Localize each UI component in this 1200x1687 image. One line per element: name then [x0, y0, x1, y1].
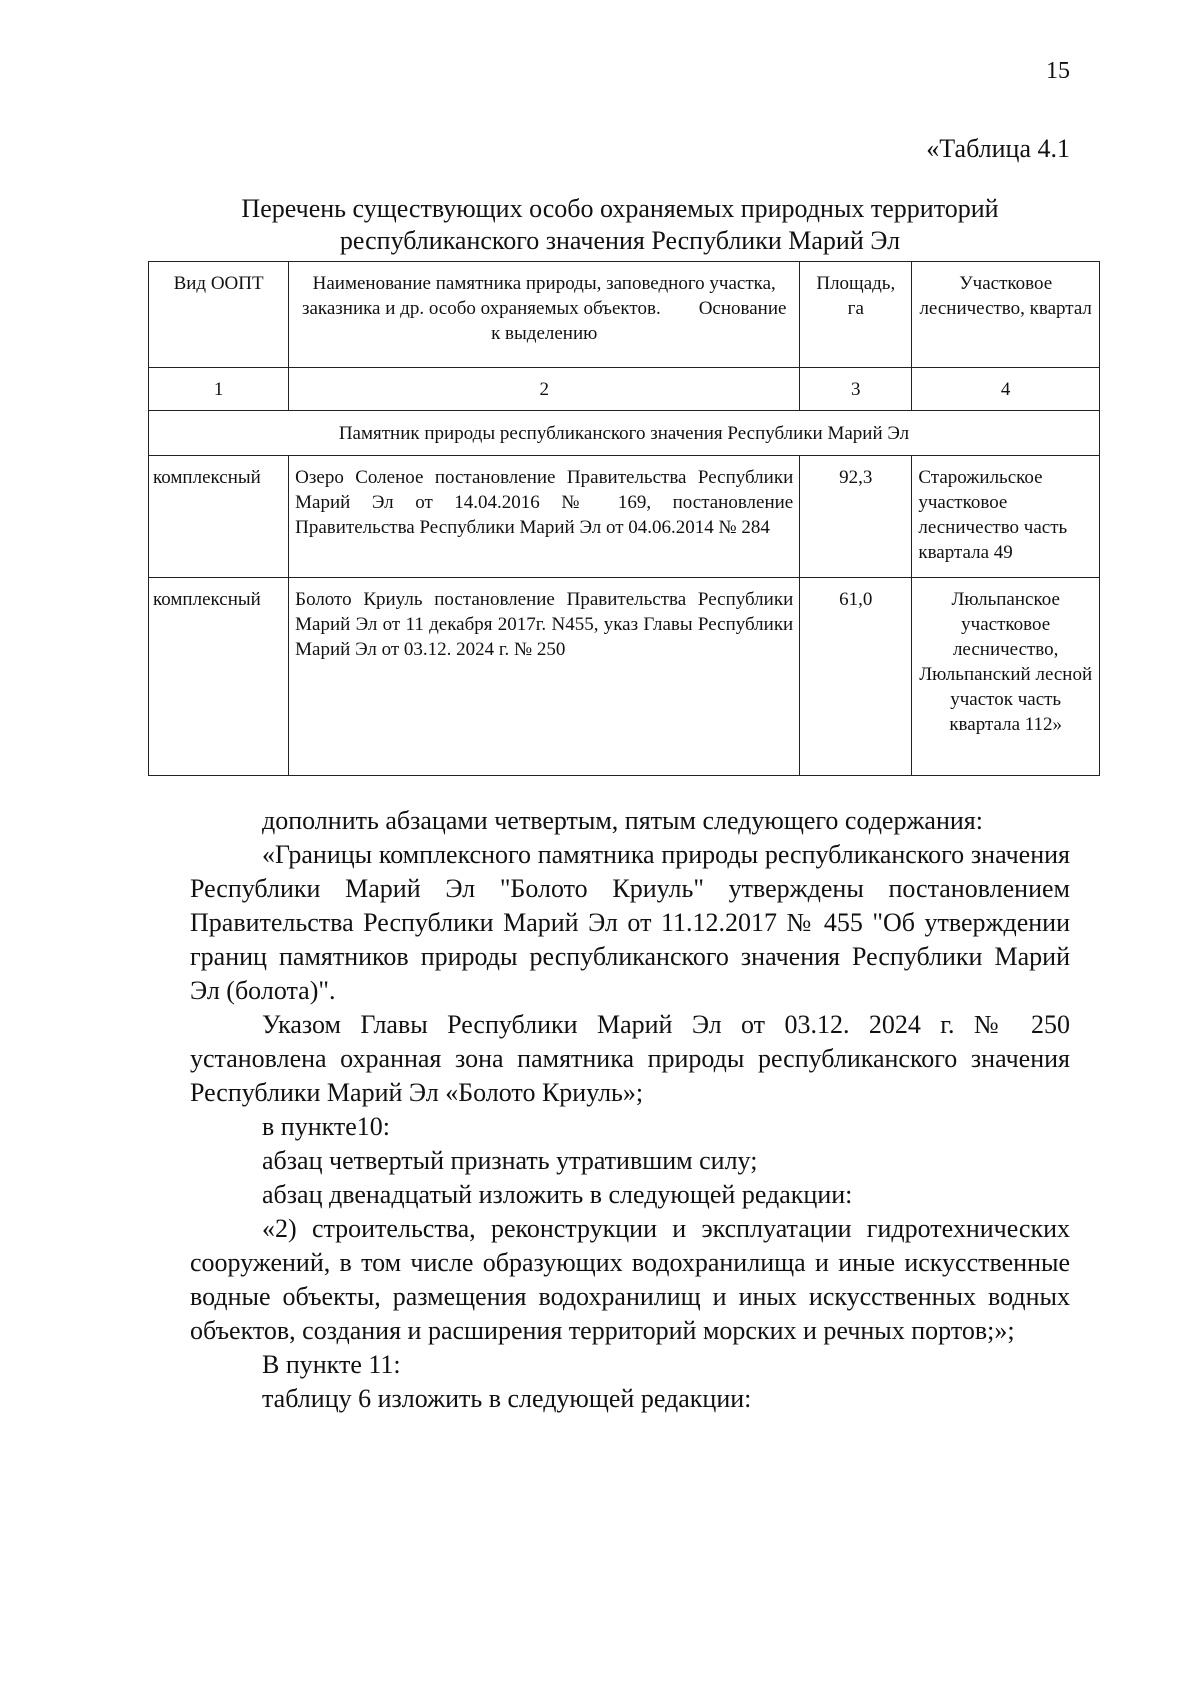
section-heading: Памятник природы республиканского значения Республики Марий Эл — [149, 411, 1100, 456]
header-type: Вид ООПТ — [149, 262, 289, 368]
column-number: 1 — [149, 368, 289, 411]
section-row — [149, 411, 1100, 456]
protected-areas-table — [148, 261, 1100, 776]
table-row — [149, 578, 1100, 776]
column-numbers-row — [149, 368, 1100, 411]
table-label: «Таблица 4.1 — [926, 134, 1070, 163]
row-forestry: Старожильское участковое лесничество часть квартала 49 — [912, 456, 1100, 578]
row-type: комплексный — [149, 456, 289, 578]
row-area: 92,3 — [800, 456, 912, 578]
column-number: 2 — [289, 368, 800, 411]
row-area: 61,0 — [800, 578, 912, 776]
column-number: 4 — [912, 368, 1100, 411]
table-row — [149, 456, 1100, 578]
paragraph: дополнить абзацами четвертым, пятым следующего содержания: — [262, 806, 983, 835]
paragraph: в пункте10: — [262, 1112, 391, 1141]
paragraph: абзац двенадцатый изложить в следующей редакции: — [262, 1180, 853, 1209]
paragraph: «2) строительства, реконструкции и эксплуатации гидротехнических сооружений, в том числе образующих водохранилища и иные искусственные водные объекты, размещения водохранилищ и иных искусственных водных объектов, создания и расширения территорий морских и речных портов;»; — [190, 1214, 1070, 1345]
paragraph: Указом Главы Республики Марий Эл от 03.12. 2024 г. № 250 установлена охранная зона памятника природы республиканского значения Республики Марий Эл «Болото Криуль»; — [190, 1010, 1070, 1107]
header-name: Наименование памятника природы, заповедного участка, заказника и др. особо охраняемых объектов. Основание к выделению — [289, 262, 800, 368]
row-name: Озеро Соленое постановление Правительства Республики Марий Эл от 14.04.2016 № 169, постановление Правительства Республики Марий Эл от 04.06.2014 № 284 — [289, 456, 800, 578]
page-number: 15 — [1046, 58, 1070, 84]
table-title-line2: республиканского значения Республики Марий Эл — [339, 226, 901, 255]
table-title — [140, 193, 1100, 257]
row-type: комплексный — [149, 578, 289, 776]
body-text — [190, 804, 1070, 1416]
paragraph: таблицу 6 изложить в следующей редакции: — [262, 1384, 752, 1413]
paragraph: абзац четвертый признать утратившим силу; — [262, 1146, 758, 1175]
table-title-line1: Перечень существующих особо охраняемых природных территорий — [241, 194, 999, 223]
paragraph: «Границы комплексного памятника природы республиканского значения Республики Марий Эл "Болото Криуль" утверждены постановлением Правительства Республики Марий Эл от 11.12.2017 № 455 "Об утверждении границ памятников природы республиканского значения Республики Марий Эл (болота)". — [190, 840, 1070, 1005]
header-area: Площадь, га — [800, 262, 912, 368]
header-forestry: Участковое лесничество, квартал — [912, 262, 1100, 368]
paragraph: В пункте 11: — [262, 1350, 401, 1379]
row-forestry: Люльпанское участковое лесничество, Люльпанский лесной участок часть квартала 112» — [912, 578, 1100, 776]
table-header-row — [149, 262, 1100, 368]
column-number: 3 — [800, 368, 912, 411]
row-name: Болото Криуль постановление Правительства Республики Марий Эл от 11 декабря 2017г. N455, указ Главы Республики Марий Эл от 03.12. 2024 г. № 250 — [289, 578, 800, 776]
